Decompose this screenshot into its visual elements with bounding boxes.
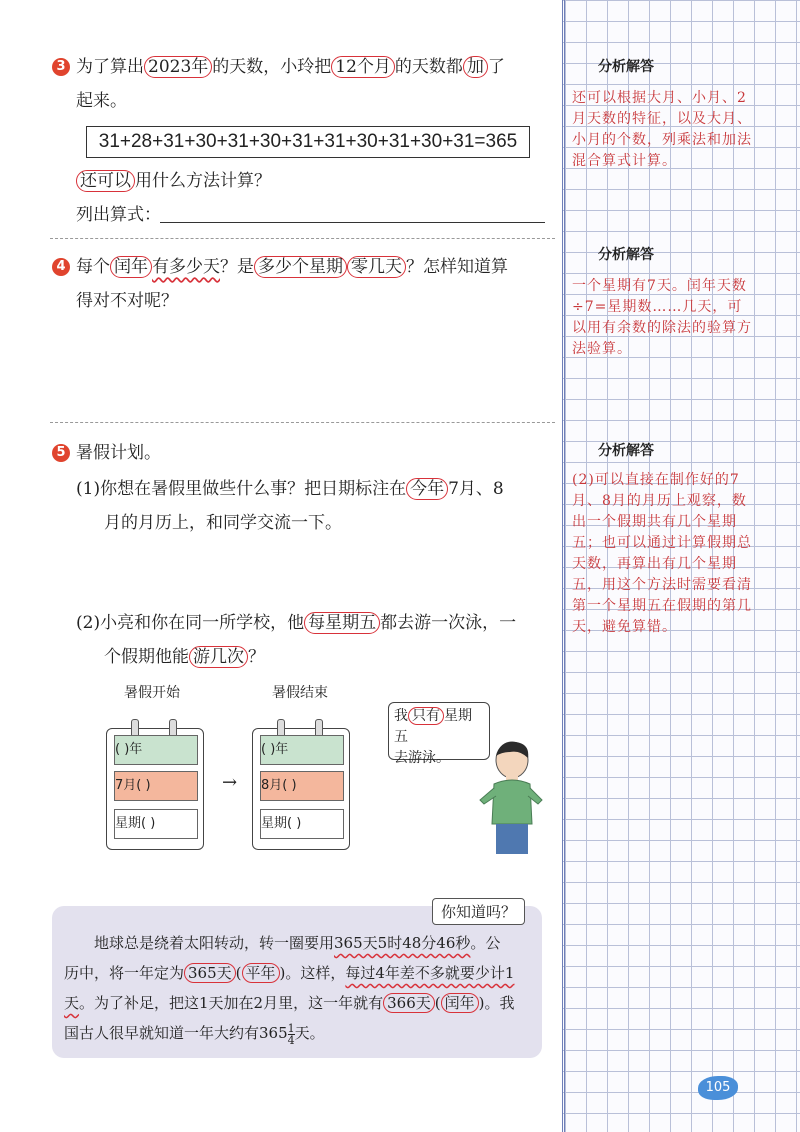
know-line-3: 天。为了补足，把这1天加在2月里，这一年就有 366天 ( 闰年 )。我 bbox=[64, 994, 515, 1012]
q3-line-2: 起来。 bbox=[76, 91, 127, 111]
sidebar-heading-2: 分析解答 bbox=[598, 247, 654, 263]
start-calendar bbox=[106, 728, 204, 850]
speech-bubble: 我 只有 星期五 去游泳。 bbox=[388, 702, 490, 760]
sidebar-heading-1: 分析解答 bbox=[598, 59, 654, 75]
q5-part-2-line-2: 个假期他能 游几次 ？ bbox=[104, 647, 265, 667]
sidebar-text-2: 一个星期有7天。闰年天数÷7=星期数……几天，可以用有余数的除法的验算方法验算。 bbox=[572, 278, 752, 357]
q3-line-1: 为了算出 2023年 的天数，小玲把 12个月 的天数都 加 了 bbox=[76, 57, 505, 77]
question-5-badge: 5 bbox=[52, 444, 70, 462]
page-number: 105 bbox=[698, 1076, 738, 1100]
sidebar-text-3: (2)可以直接在制作好的7月、8月的月历上观察，数出一个假期共有几个星期五；也可以通过计算假期总天数，再算出有几个星期五，用这个方法时需要看清第一个星期五在假期的第几天，避免算错。 bbox=[572, 472, 752, 635]
q4-line-1: 每个 闰年 有多少天？是 多少个星期 零几天 ？怎样知道算 bbox=[76, 257, 508, 277]
sidebar-heading-3: 分析解答 bbox=[598, 443, 654, 459]
q3-formula: 31+28+31+30+31+30+31+31+30+31+30+31=365 bbox=[86, 126, 530, 158]
know-line-2: 历中，将一年定为 365天 ( 平年 )。这样，每过4年差不多就要少计1 bbox=[64, 964, 515, 982]
year-field[interactable]: ( )年 bbox=[114, 735, 198, 765]
vacation-end-label: 暑假结束 bbox=[272, 685, 328, 701]
q5-part-2-line-1: (2)小亮和你在同一所学校，他 每星期五 都去游一次泳，一 bbox=[76, 613, 517, 633]
weekday-field[interactable]: 星期( ) bbox=[260, 809, 344, 839]
divider bbox=[50, 238, 555, 239]
know-line-4: 国古人很早就知道一年大约有365 $\frac{1}{4}$ 天。 bbox=[64, 1021, 325, 1047]
q3-answer-label: 列出算式： bbox=[76, 205, 161, 225]
arrow-icon: → bbox=[222, 772, 238, 793]
year-field[interactable]: ( )年 bbox=[260, 735, 344, 765]
q5-part-1-line-1: (1)你想在暑假里做些什么事？把日期标注在 今年 7月、8 bbox=[76, 479, 504, 499]
q3-line-3: 还可以 用什么方法计算？ bbox=[76, 170, 271, 192]
question-4-badge: 4 bbox=[52, 258, 70, 276]
month-field[interactable]: 7月( ) bbox=[114, 771, 198, 801]
did-you-know-tag: 你知道吗？ bbox=[432, 898, 525, 925]
sidebar-text-1: 还可以根据大月、小月、2月天数的特征，以及大月、小月的个数，列乘法和加法混合算式计算。 bbox=[572, 90, 752, 169]
question-3-badge: 3 bbox=[52, 58, 70, 76]
q5-title: 暑假计划。 bbox=[76, 443, 161, 463]
end-calendar bbox=[252, 728, 350, 850]
vacation-start-label: 暑假开始 bbox=[124, 685, 180, 701]
fraction: $\frac{1}{4}$ bbox=[287, 1021, 295, 1047]
month-field[interactable]: 8月( ) bbox=[260, 771, 344, 801]
q5-part-1-line-2: 月的月历上，和同学交流一下。 bbox=[104, 513, 342, 533]
q3-answer-line[interactable] bbox=[160, 222, 545, 223]
boy-illustration-icon bbox=[470, 738, 550, 858]
weekday-field[interactable]: 星期( ) bbox=[114, 809, 198, 839]
q4-line-2: 得对不对呢？ bbox=[76, 291, 178, 311]
know-line-1: 地球总是绕着太阳转动，转一圈要用365天5时48分46秒。公 bbox=[94, 934, 501, 952]
divider bbox=[50, 422, 555, 423]
